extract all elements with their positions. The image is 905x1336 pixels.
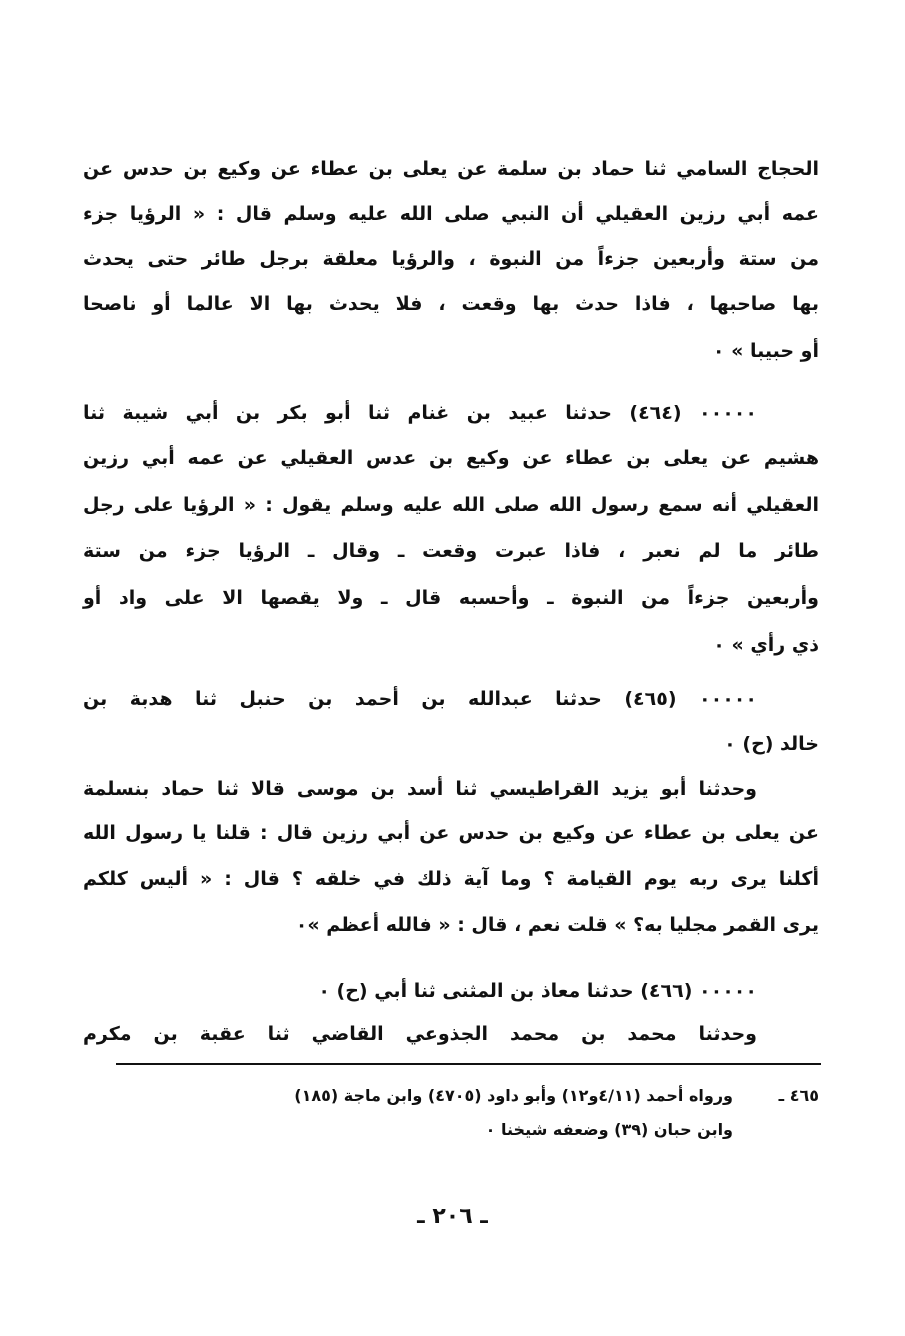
body-line: يرى القمر مجليا به؟ » قلت نعم ، قال : « فالله أعظم »٠	[295, 914, 819, 936]
body-line: أو حبيبا » ٠	[712, 340, 819, 362]
body-line: خالد (ح) ٠	[724, 733, 819, 755]
footnote-separator	[116, 1063, 821, 1065]
body-line: وأربعين جزءاً من النبوة ـ وأحسبه قال ـ ولا يقصها الا على واد أو	[83, 587, 819, 609]
footnote-text-line-1: ورواه أحمد (٤/١١و١٢) وأبو داود (٤٧٠٥) وابن ماجة (١٨٥)	[294, 1086, 733, 1105]
body-line: عمه أبي رزين العقيلي أن النبي صلى الله عليه وسلم قال : « الرؤيا جزء	[83, 203, 819, 225]
hadith-464-heading-line: ٠٠٠٠٠ (٤٦٤) حدثنا عبيد بن غنام ثنا أبو بكر بن أبي شيبة ثنا	[83, 402, 757, 424]
footnote-line	[83, 1117, 819, 1143]
body-line: هشيم عن يعلى بن عطاء عن وكيع بن عدس العقيلي عن عمه أبي رزين	[83, 447, 819, 469]
body-line: أكلنا يرى ربه يوم القيامة ؟ وما آية ذلك في خلقه ؟ قال : « أليس كلكم	[83, 868, 819, 890]
footnote-text-line-2: وابن حبان (٣٩) وضعفه شيخنا ٠	[485, 1120, 733, 1139]
body-line: العقيلي أنه سمع رسول الله صلى الله عليه وسلم يقول : « الرؤيا على رجل	[83, 494, 819, 516]
body-line: عن يعلى بن عطاء عن وكيع بن حدس عن أبي رزين قال : قلنا يا رسول الله	[83, 822, 819, 844]
body-line: وحدثنا محمد بن محمد الجذوعي القاضي ثنا عقبة بن مكرم	[83, 1023, 757, 1045]
hadith-466-heading-line: ٠٠٠٠٠ (٤٦٦) حدثنا معاذ بن المثنى ثنا أبي (ح) ٠	[318, 980, 757, 1002]
body-line: طائر ما لم نعبر ، فاذا عبرت وقعت ـ وقال ـ الرؤيا جزء من ستة	[83, 540, 819, 562]
footnote-number: ٤٦٥ ـ	[778, 1086, 819, 1105]
body-line: بها صاحبها ، فاذا حدث بها وقعت ، فلا يحدث بها الا عالما أو ناصحا	[83, 293, 819, 315]
hadith-465-heading-line: ٠٠٠٠٠ (٤٦٥) حدثنا عبدالله بن أحمد بن حنبل ثنا هدبة بن	[83, 688, 757, 710]
body-line: وحدثنا أبو يزيد القراطيسي ثنا أسد بن موسى قالا ثنا حماد بنسلمة	[83, 778, 757, 800]
footnote-line	[83, 1083, 819, 1109]
body-line: ذي رأي » ٠	[713, 634, 819, 656]
page-number: ـ ٢٠٦ ـ	[417, 1204, 488, 1229]
body-line: الحجاج السامي ثنا حماد بن سلمة عن يعلى بن عطاء عن وكيع بن حدس عن	[83, 158, 819, 180]
body-line: من ستة وأربعين جزءاً من النبوة ، والرؤيا معلقة برجل طائر حتى يحدث	[83, 248, 819, 270]
